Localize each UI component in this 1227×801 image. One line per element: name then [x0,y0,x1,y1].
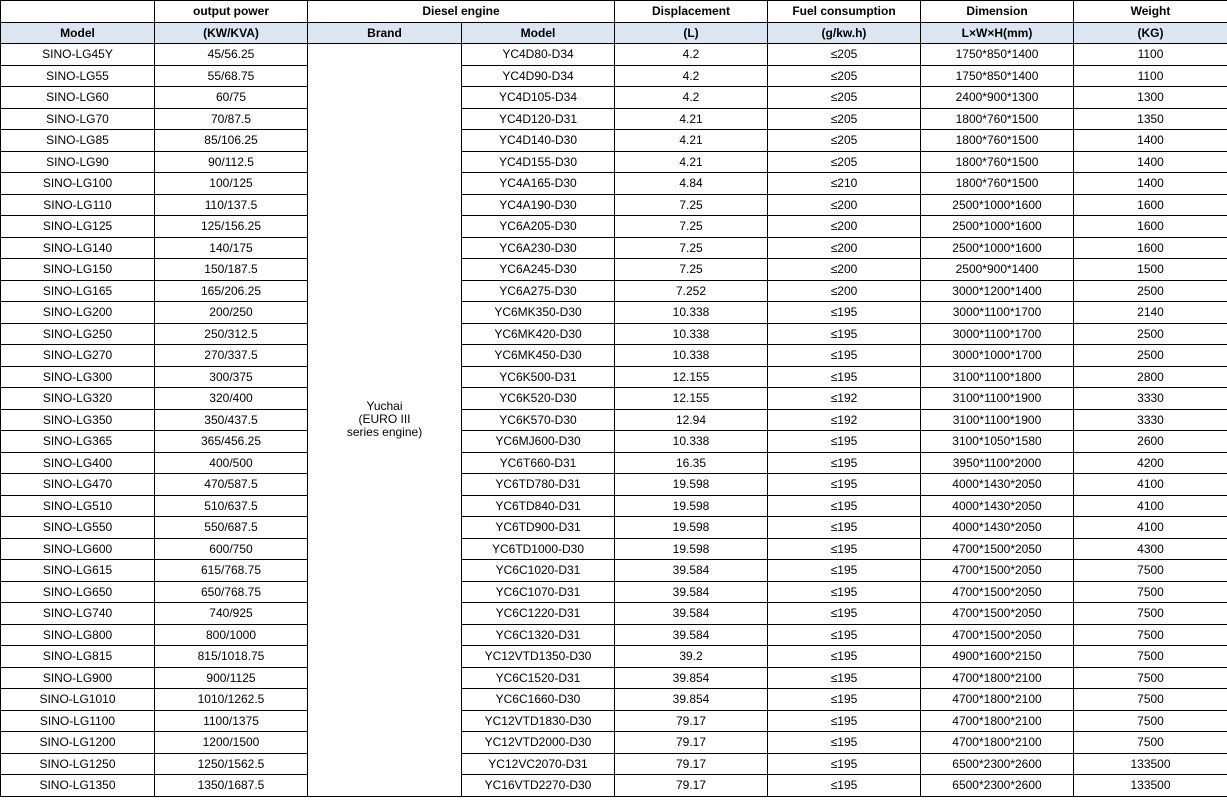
engine-model-cell: YC6TD780-D31 [462,474,615,496]
output-power-cell: 60/75 [155,87,308,109]
displacement-cell: 19.598 [615,495,768,517]
engine-model-cell: YC4D140-D30 [462,130,615,152]
header-kg: (KG) [1074,22,1227,44]
engine-model-cell: YC4D80-D34 [462,44,615,66]
output-power-cell: 140/175 [155,237,308,259]
displacement-cell: 10.338 [615,323,768,345]
fuel-consumption-cell: ≤195 [768,775,921,797]
dimension-cell: 2500*1000*1600 [921,237,1074,259]
weight-cell: 1600 [1074,194,1227,216]
fuel-consumption-cell: ≤192 [768,409,921,431]
engine-model-cell: YC12VTD1830-D30 [462,710,615,732]
displacement-cell: 7.252 [615,280,768,302]
fuel-consumption-cell: ≤195 [768,753,921,775]
genset-model-cell: SINO-LG615 [1,560,155,582]
engine-model-cell: YC4D90-D34 [462,65,615,87]
fuel-consumption-cell: ≤200 [768,237,921,259]
weight-cell: 2500 [1074,345,1227,367]
genset-model-cell: SINO-LG270 [1,345,155,367]
genset-model-cell: SINO-LG400 [1,452,155,474]
displacement-cell: 10.338 [615,345,768,367]
genset-model-cell: SINO-LG85 [1,130,155,152]
fuel-consumption-cell: ≤195 [768,560,921,582]
dimension-cell: 6500*2300*2600 [921,775,1074,797]
output-power-cell: 800/1000 [155,624,308,646]
table-row [1,65,1227,87]
dimension-cell: 2400*900*1300 [921,87,1074,109]
weight-cell: 133500 [1074,775,1227,797]
engine-model-cell: YC4A190-D30 [462,194,615,216]
table-row [1,237,1227,259]
engine-model-cell: YC6C1220-D31 [462,603,615,625]
table-row [1,732,1227,754]
weight-cell: 1100 [1074,65,1227,87]
weight-cell: 7500 [1074,646,1227,668]
displacement-cell: 10.338 [615,431,768,453]
header-weight: Weight [1074,1,1227,23]
weight-cell: 2140 [1074,302,1227,324]
output-power-cell: 470/587.5 [155,474,308,496]
fuel-consumption-cell: ≤195 [768,474,921,496]
weight-cell: 2800 [1074,366,1227,388]
header-diesel-engine: Diesel engine [308,1,615,23]
table-row [1,173,1227,195]
dimension-cell: 3000*1200*1400 [921,280,1074,302]
genset-model-cell: SINO-LG600 [1,538,155,560]
output-power-cell: 1010/1262.5 [155,689,308,711]
fuel-consumption-cell: ≤195 [768,452,921,474]
output-power-cell: 55/68.75 [155,65,308,87]
table-row [1,108,1227,130]
dimension-cell: 3950*1100*2000 [921,452,1074,474]
fuel-consumption-cell: ≤195 [768,366,921,388]
engine-model-cell: YC6C1020-D31 [462,560,615,582]
fuel-consumption-cell: ≤195 [768,538,921,560]
dimension-cell: 4700*1500*2050 [921,603,1074,625]
output-power-cell: 45/56.25 [155,44,308,66]
engine-model-cell: YC6K570-D30 [462,409,615,431]
weight-cell: 1600 [1074,237,1227,259]
fuel-consumption-cell: ≤195 [768,495,921,517]
dimension-cell: 3000*1100*1700 [921,302,1074,324]
table-row [1,130,1227,152]
fuel-consumption-cell: ≤195 [768,710,921,732]
dimension-cell: 4700*1500*2050 [921,624,1074,646]
genset-model-cell: SINO-LG150 [1,259,155,281]
weight-cell: 2500 [1074,280,1227,302]
output-power-cell: 1250/1562.5 [155,753,308,775]
displacement-cell: 79.17 [615,710,768,732]
genset-model-cell: SINO-LG250 [1,323,155,345]
output-power-cell: 615/768.75 [155,560,308,582]
table-row [1,44,1227,66]
genset-model-cell: SINO-LG55 [1,65,155,87]
header-dimension: Dimension [921,1,1074,23]
header-fuel-consumption: Fuel consumption [768,1,921,23]
genset-model-cell: SINO-LG60 [1,87,155,109]
table-body [1,44,1227,797]
displacement-cell: 79.17 [615,732,768,754]
table-row [1,710,1227,732]
header-row-groups [1,1,1227,23]
displacement-cell: 39.584 [615,581,768,603]
dimension-cell: 1750*850*1400 [921,44,1074,66]
dimension-cell: 3100*1100*1900 [921,388,1074,410]
displacement-cell: 7.25 [615,216,768,238]
output-power-cell: 900/1125 [155,667,308,689]
weight-cell: 4100 [1074,474,1227,496]
engine-model-cell: YC6A245-D30 [462,259,615,281]
dimension-cell: 6500*2300*2600 [921,753,1074,775]
displacement-cell: 39.854 [615,689,768,711]
weight-cell: 7500 [1074,732,1227,754]
table-row [1,538,1227,560]
displacement-cell: 19.598 [615,538,768,560]
fuel-consumption-cell: ≤200 [768,280,921,302]
weight-cell: 3330 [1074,409,1227,431]
displacement-cell: 4.21 [615,108,768,130]
dimension-cell: 4000*1430*2050 [921,517,1074,539]
displacement-cell: 12.94 [615,409,768,431]
engine-model-cell: YC6T660-D31 [462,452,615,474]
displacement-cell: 39.854 [615,667,768,689]
output-power-cell: 1200/1500 [155,732,308,754]
dimension-cell: 3100*1050*1580 [921,431,1074,453]
engine-model-cell: YC6MK450-D30 [462,345,615,367]
table-row [1,581,1227,603]
displacement-cell: 4.2 [615,44,768,66]
table-row [1,775,1227,797]
table-row [1,216,1227,238]
genset-model-cell: SINO-LG300 [1,366,155,388]
displacement-cell: 79.17 [615,775,768,797]
weight-cell: 4100 [1074,517,1227,539]
fuel-consumption-cell: ≤195 [768,323,921,345]
genset-model-cell: SINO-LG320 [1,388,155,410]
header-engine-model: Model [462,22,615,44]
fuel-consumption-cell: ≤205 [768,44,921,66]
weight-cell: 7500 [1074,667,1227,689]
table-row [1,259,1227,281]
engine-model-cell: YC6C1320-D31 [462,624,615,646]
output-power-cell: 110/137.5 [155,194,308,216]
displacement-cell: 7.25 [615,237,768,259]
genset-model-cell: SINO-LG45Y [1,44,155,66]
table-row [1,603,1227,625]
output-power-cell: 150/187.5 [155,259,308,281]
genset-model-cell: SINO-LG1250 [1,753,155,775]
header-liters: (L) [615,22,768,44]
displacement-cell: 19.598 [615,474,768,496]
table-row [1,366,1227,388]
header-kw-kva: (KW/KVA) [155,22,308,44]
dimension-cell: 2500*1000*1600 [921,194,1074,216]
output-power-cell: 320/400 [155,388,308,410]
engine-model-cell: YC6C1070-D31 [462,581,615,603]
table-row [1,667,1227,689]
weight-cell: 7500 [1074,581,1227,603]
dimension-cell: 4700*1800*2100 [921,710,1074,732]
output-power-cell: 740/925 [155,603,308,625]
table-row [1,495,1227,517]
header-row-units [1,22,1227,44]
fuel-consumption-cell: ≤195 [768,517,921,539]
table-row [1,302,1227,324]
weight-cell: 1100 [1074,44,1227,66]
table-row [1,409,1227,431]
genset-model-cell: SINO-LG1200 [1,732,155,754]
table-row [1,624,1227,646]
output-power-cell: 1100/1375 [155,710,308,732]
fuel-consumption-cell: ≤205 [768,151,921,173]
weight-cell: 1400 [1074,151,1227,173]
header-blank [1,1,155,23]
fuel-consumption-cell: ≤195 [768,732,921,754]
genset-model-cell: SINO-LG350 [1,409,155,431]
weight-cell: 1400 [1074,130,1227,152]
fuel-consumption-cell: ≤195 [768,667,921,689]
dimension-cell: 3100*1100*1800 [921,366,1074,388]
table-row [1,753,1227,775]
table-row [1,194,1227,216]
genset-model-cell: SINO-LG550 [1,517,155,539]
displacement-cell: 39.584 [615,560,768,582]
genset-model-cell: SINO-LG125 [1,216,155,238]
weight-cell: 7500 [1074,689,1227,711]
genset-model-cell: SINO-LG650 [1,581,155,603]
genset-model-cell: SINO-LG200 [1,302,155,324]
output-power-cell: 90/112.5 [155,151,308,173]
displacement-cell: 19.598 [615,517,768,539]
table-row [1,280,1227,302]
dimension-cell: 3000*1100*1700 [921,323,1074,345]
output-power-cell: 70/87.5 [155,108,308,130]
output-power-cell: 650/768.75 [155,581,308,603]
header-output-power: output power [155,1,308,23]
dimension-cell: 1800*760*1500 [921,130,1074,152]
displacement-cell: 10.338 [615,302,768,324]
table-row [1,452,1227,474]
output-power-cell: 165/206.25 [155,280,308,302]
table-row [1,517,1227,539]
fuel-consumption-cell: ≤205 [768,130,921,152]
output-power-cell: 600/750 [155,538,308,560]
weight-cell: 4200 [1074,452,1227,474]
dimension-cell: 4700*1800*2100 [921,689,1074,711]
output-power-cell: 1350/1687.5 [155,775,308,797]
weight-cell: 1300 [1074,87,1227,109]
engine-model-cell: YC6K520-D30 [462,388,615,410]
fuel-consumption-cell: ≤195 [768,345,921,367]
displacement-cell: 39.2 [615,646,768,668]
output-power-cell: 85/106.25 [155,130,308,152]
fuel-consumption-cell: ≤195 [768,689,921,711]
fuel-consumption-cell: ≤200 [768,259,921,281]
genset-model-cell: SINO-LG815 [1,646,155,668]
dimension-cell: 4900*1600*2150 [921,646,1074,668]
dimension-cell: 4700*1500*2050 [921,538,1074,560]
displacement-cell: 4.21 [615,151,768,173]
output-power-cell: 550/687.5 [155,517,308,539]
engine-model-cell: YC4D105-D34 [462,87,615,109]
displacement-cell: 4.21 [615,130,768,152]
genset-model-cell: SINO-LG800 [1,624,155,646]
genset-model-cell: SINO-LG1100 [1,710,155,732]
dimension-cell: 4000*1430*2050 [921,495,1074,517]
fuel-consumption-cell: ≤200 [768,216,921,238]
displacement-cell: 4.2 [615,87,768,109]
dimension-cell: 3100*1100*1900 [921,409,1074,431]
fuel-consumption-cell: ≤195 [768,581,921,603]
engine-model-cell: YC6A205-D30 [462,216,615,238]
output-power-cell: 200/250 [155,302,308,324]
fuel-consumption-cell: ≤195 [768,603,921,625]
output-power-cell: 365/456.25 [155,431,308,453]
fuel-consumption-cell: ≤195 [768,646,921,668]
dimension-cell: 4700*1800*2100 [921,732,1074,754]
engine-model-cell: YC6A230-D30 [462,237,615,259]
engine-model-cell: YC6C1520-D31 [462,667,615,689]
engine-model-cell: YC6TD840-D31 [462,495,615,517]
engine-model-cell: YC6C1660-D30 [462,689,615,711]
fuel-consumption-cell: ≤195 [768,302,921,324]
weight-cell: 4100 [1074,495,1227,517]
dimension-cell: 1800*760*1500 [921,151,1074,173]
header-displacement: Displacement [615,1,768,23]
engine-model-cell: YC4A165-D30 [462,173,615,195]
weight-cell: 1400 [1074,173,1227,195]
engine-model-cell: YC6K500-D31 [462,366,615,388]
table-row [1,646,1227,668]
weight-cell: 1600 [1074,216,1227,238]
dimension-cell: 2500*1000*1600 [921,216,1074,238]
fuel-consumption-cell: ≤210 [768,173,921,195]
table-row [1,689,1227,711]
weight-cell: 4300 [1074,538,1227,560]
output-power-cell: 125/156.25 [155,216,308,238]
fuel-consumption-cell: ≤200 [768,194,921,216]
table-row [1,345,1227,367]
output-power-cell: 510/637.5 [155,495,308,517]
weight-cell: 1500 [1074,259,1227,281]
engine-model-cell: YC6MK350-D30 [462,302,615,324]
table-row [1,323,1227,345]
weight-cell: 7500 [1074,560,1227,582]
output-power-cell: 815/1018.75 [155,646,308,668]
table-row [1,87,1227,109]
genset-model-cell: SINO-LG740 [1,603,155,625]
genset-model-cell: SINO-LG90 [1,151,155,173]
displacement-cell: 12.155 [615,366,768,388]
genset-model-cell: SINO-LG140 [1,237,155,259]
output-power-cell: 270/337.5 [155,345,308,367]
displacement-cell: 39.584 [615,624,768,646]
genset-model-cell: SINO-LG1010 [1,689,155,711]
fuel-consumption-cell: ≤192 [768,388,921,410]
genset-model-cell: SINO-LG100 [1,173,155,195]
table-row [1,388,1227,410]
dimension-cell: 2500*900*1400 [921,259,1074,281]
weight-cell: 2500 [1074,323,1227,345]
weight-cell: 3330 [1074,388,1227,410]
genset-model-cell: SINO-LG1350 [1,775,155,797]
genset-model-cell: SINO-LG510 [1,495,155,517]
table-row [1,474,1227,496]
output-power-cell: 100/125 [155,173,308,195]
weight-cell: 7500 [1074,624,1227,646]
engine-model-cell: YC4D155-D30 [462,151,615,173]
displacement-cell: 7.25 [615,194,768,216]
table-row [1,151,1227,173]
displacement-cell: 39.584 [615,603,768,625]
displacement-cell: 79.17 [615,753,768,775]
output-power-cell: 350/437.5 [155,409,308,431]
engine-model-cell: YC6MJ600-D30 [462,431,615,453]
displacement-cell: 16.35 [615,452,768,474]
engine-model-cell: YC12VC2070-D31 [462,753,615,775]
dimension-cell: 4700*1500*2050 [921,581,1074,603]
displacement-cell: 7.25 [615,259,768,281]
displacement-cell: 4.84 [615,173,768,195]
dimension-cell: 4700*1800*2100 [921,667,1074,689]
engine-model-cell: YC6TD900-D31 [462,517,615,539]
table-row [1,431,1227,453]
weight-cell: 7500 [1074,710,1227,732]
dimension-cell: 4000*1430*2050 [921,474,1074,496]
fuel-consumption-cell: ≤205 [768,65,921,87]
engine-model-cell: YC4D120-D31 [462,108,615,130]
displacement-cell: 4.2 [615,65,768,87]
engine-model-cell: YC6A275-D30 [462,280,615,302]
genset-model-cell: SINO-LG70 [1,108,155,130]
weight-cell: 2600 [1074,431,1227,453]
dimension-cell: 1750*850*1400 [921,65,1074,87]
fuel-consumption-cell: ≤205 [768,87,921,109]
genset-model-cell: SINO-LG365 [1,431,155,453]
header-lwh: L×W×H(mm) [921,22,1074,44]
engine-model-cell: YC6TD1000-D30 [462,538,615,560]
header-brand: Brand [308,22,462,44]
weight-cell: 133500 [1074,753,1227,775]
output-power-cell: 300/375 [155,366,308,388]
output-power-cell: 250/312.5 [155,323,308,345]
engine-model-cell: YC6MK420-D30 [462,323,615,345]
genset-model-cell: SINO-LG900 [1,667,155,689]
genset-model-cell: SINO-LG470 [1,474,155,496]
weight-cell: 1350 [1074,108,1227,130]
genset-model-cell: SINO-LG110 [1,194,155,216]
displacement-cell: 12.155 [615,388,768,410]
engine-model-cell: YC12VTD2000-D30 [462,732,615,754]
table-row [1,560,1227,582]
fuel-consumption-cell: ≤195 [768,624,921,646]
dimension-cell: 1800*760*1500 [921,173,1074,195]
dimension-cell: 3000*1000*1700 [921,345,1074,367]
header-g-kwh: (g/kw.h) [768,22,921,44]
weight-cell: 7500 [1074,603,1227,625]
output-power-cell: 400/500 [155,452,308,474]
header-model: Model [1,22,155,44]
brand-cell: Yuchai (EURO III series engine) [308,44,462,797]
dimension-cell: 4700*1500*2050 [921,560,1074,582]
genset-model-cell: SINO-LG165 [1,280,155,302]
fuel-consumption-cell: ≤205 [768,108,921,130]
dimension-cell: 1800*760*1500 [921,108,1074,130]
engine-model-cell: YC16VTD2270-D30 [462,775,615,797]
engine-model-cell: YC12VTD1350-D30 [462,646,615,668]
fuel-consumption-cell: ≤195 [768,431,921,453]
